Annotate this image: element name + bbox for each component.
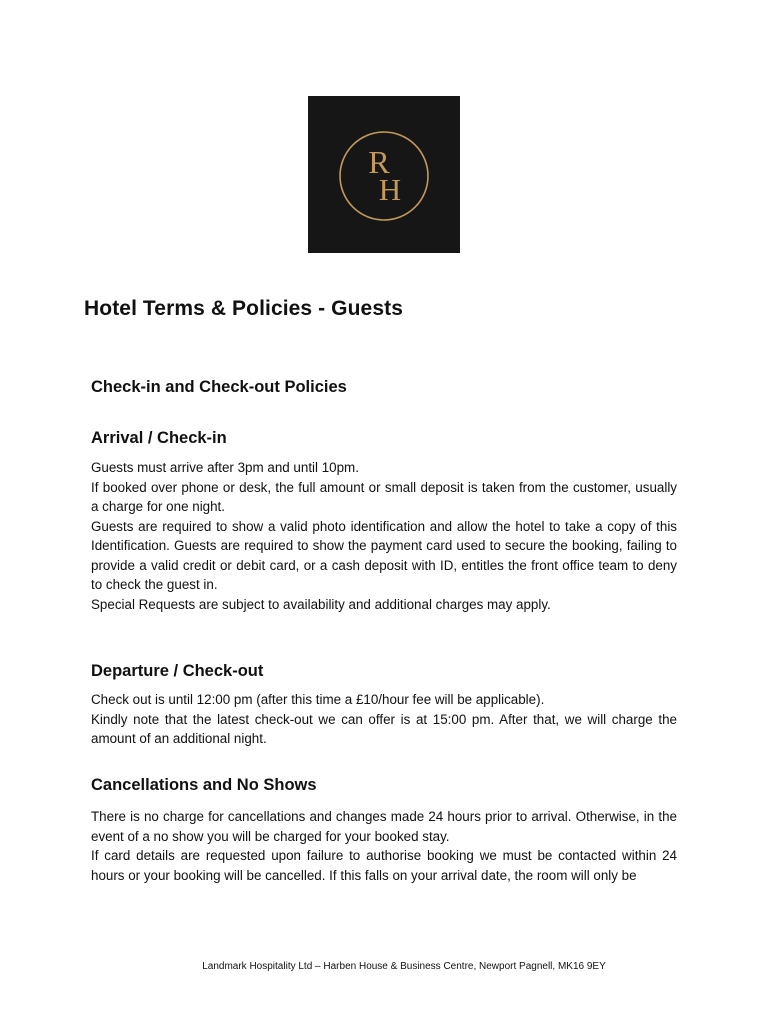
arrival-policy-text (91, 458, 677, 614)
monogram-emblem (308, 96, 460, 253)
paragraph: Guests must arrive after 3pm and until 10pm. (91, 460, 359, 475)
paragraph: If booked over phone or desk, the full amount or small deposit is taken from the customer, usually a charge for one night. (91, 479, 677, 514)
departure-policy-text (91, 690, 677, 749)
cancellation-policy-text (91, 807, 677, 885)
hotel-logo (308, 96, 460, 253)
monogram-letter-r: R (368, 144, 390, 180)
section-heading-arrival: Arrival / Check-in (91, 429, 227, 447)
page-title: Hotel Terms & Policies - Guests (84, 297, 403, 320)
section-heading-cancellations: Cancellations and No Shows (91, 776, 317, 794)
monogram-letter-h: H (378, 172, 402, 207)
page-footer: Landmark Hospitality Ltd – Harben House & Business Centre, Newport Pagnell, MK16 9EY (202, 961, 606, 972)
section-heading-policies: Check-in and Check-out Policies (91, 378, 347, 396)
paragraph: Kindly note that the latest check-out we can offer is at 15:00 pm. After that, we will charge the amount of an additional night. (91, 711, 677, 746)
section-heading-departure: Departure / Check-out (91, 662, 264, 680)
paragraph: Check out is until 12:00 pm (after this time a £10/hour fee will be applicable). (91, 692, 545, 707)
paragraph: There is no charge for cancellations and changes made 24 hours prior to arrival. Otherwise, in the event of a no show you will be charged for your booked stay. (91, 809, 677, 844)
paragraph: If card details are requested upon failure to authorise booking we must be contacted within 24 hours or your booking will be cancelled. If this falls on your arrival date, the room will only be (91, 848, 677, 883)
paragraph: Special Requests are subject to availability and additional charges may apply. (91, 596, 551, 612)
paragraph: Guests are required to show a valid photo identification and allow the hotel to take a copy of this Identification. Guests are required to show the payment card used to secure the booking, failing to provide a valid credit or debit card, or a cash deposit with ID, entitles the front office team to deny to check the guest in. (91, 518, 677, 592)
